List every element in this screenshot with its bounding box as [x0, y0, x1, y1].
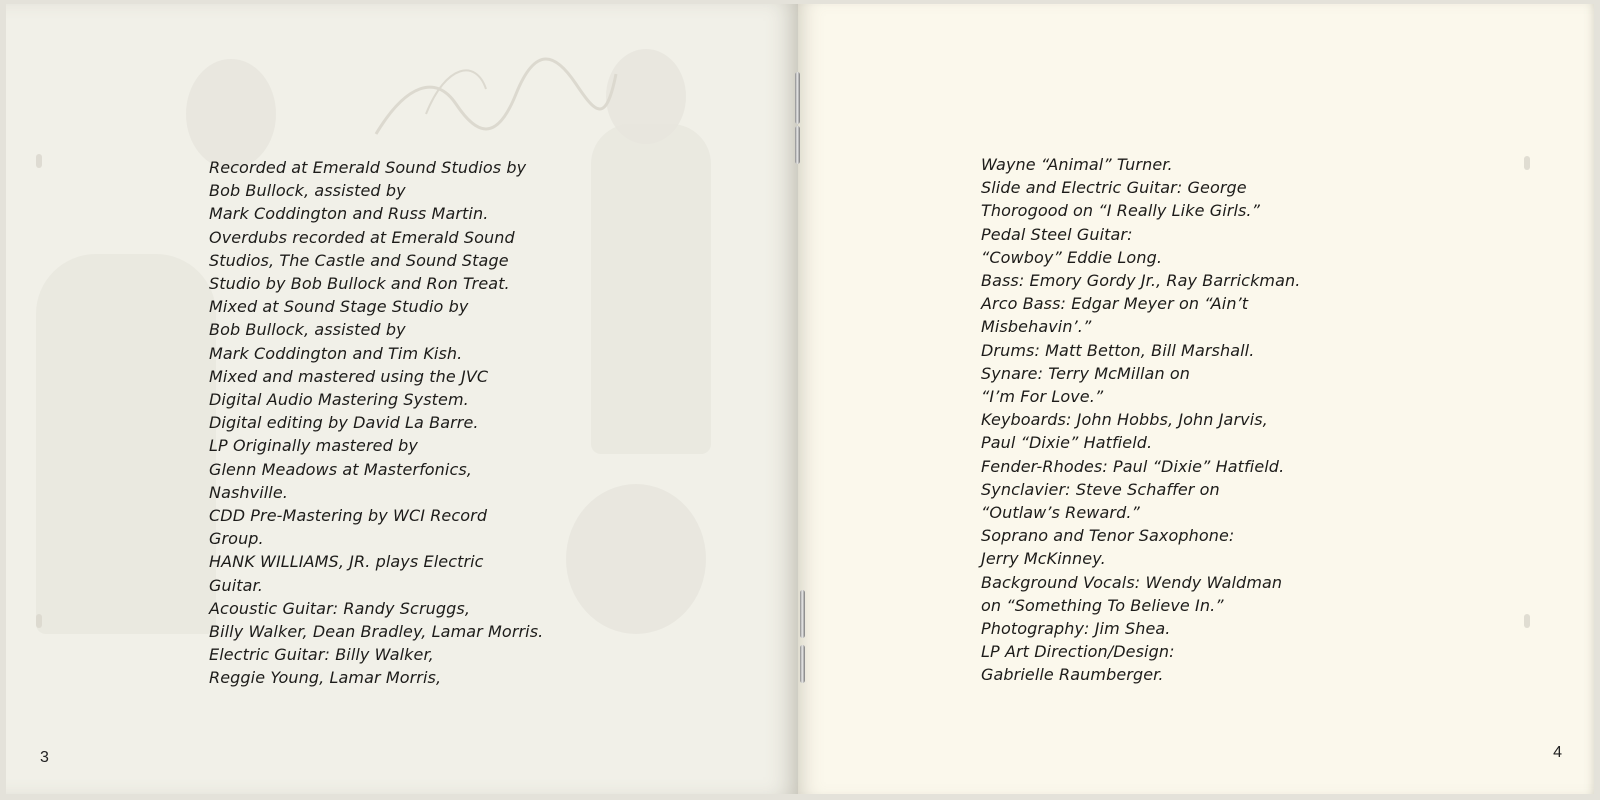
- credit-line: on “Something To Believe In.”: [981, 595, 1224, 615]
- credit-line: Overdubs recorded at Emerald Sound: [209, 227, 515, 247]
- credit-line: Nashville.: [209, 482, 288, 502]
- credit-line: Wayne “Animal” Turner.: [981, 155, 1173, 174]
- credit-line: Recorded at Emerald Sound Studios by: [209, 158, 527, 177]
- credit-line: Mark Coddington and Tim Kish.: [209, 343, 463, 363]
- background-signature-mark: [366, 44, 626, 164]
- page-number-right: 4: [1553, 744, 1562, 761]
- credit-line: Bass: Emory Gordy Jr., Ray Barrickman.: [981, 271, 1301, 291]
- credit-line: Misbehavin’.”: [981, 317, 1092, 337]
- credit-line: Paul “Dixie” Hatfield.: [981, 433, 1153, 453]
- right-credits-list: [981, 153, 1300, 687]
- credit-line: “I’m For Love.”: [981, 387, 1104, 407]
- credit-line: Glenn Meadows at Masterfonics,: [209, 459, 472, 479]
- credit-line: Thorogood on “I Really Like Girls.”: [981, 201, 1260, 221]
- credit-line: Digital editing by David La Barre.: [209, 413, 479, 433]
- credit-line: Soprano and Tenor Saxophone:: [981, 526, 1235, 546]
- background-photo-figure: [566, 484, 706, 634]
- paper-dimple: [1524, 614, 1530, 628]
- credit-line: Mixed and mastered using the JVC: [209, 366, 489, 386]
- credit-line: Gabrielle Raumberger.: [981, 665, 1164, 685]
- credit-line: Mixed at Sound Stage Studio by: [209, 297, 469, 317]
- credit-line: Drums: Matt Betton, Bill Marshall.: [981, 340, 1255, 360]
- credit-line: Synare: Terry McMillan on: [981, 363, 1191, 383]
- credit-line: Digital Audio Mastering System.: [209, 390, 469, 410]
- credit-line: Arco Bass: Edgar Meyer on “Ain’t: [981, 294, 1249, 314]
- background-photo-figure: [36, 254, 216, 634]
- credit-line: Acoustic Guitar: Randy Scruggs,: [209, 598, 471, 618]
- credit-line: Studio by Bob Bullock and Ron Treat.: [209, 274, 510, 294]
- credit-line: CDD Pre-Mastering by WCI Record: [209, 506, 488, 526]
- credit-line: Bob Bullock, assisted by: [209, 181, 406, 201]
- credit-line: Synclavier: Steve Schaffer on: [981, 479, 1220, 499]
- background-photo-figure: [591, 124, 711, 454]
- credit-line: Jerry McKinney.: [981, 549, 1106, 569]
- page-number-left: 3: [40, 749, 49, 766]
- credit-line: Slide and Electric Guitar: George: [981, 178, 1247, 198]
- credit-line: Billy Walker, Dean Bradley, Lamar Morris.: [209, 622, 544, 642]
- credit-line: Bob Bullock, assisted by: [209, 320, 406, 340]
- credit-line: Studios, The Castle and Sound Stage: [209, 250, 509, 270]
- staple: [800, 590, 805, 638]
- staple: [795, 72, 800, 124]
- credit-line: Fender-Rhodes: Paul “Dixie” Hatfield.: [981, 456, 1285, 476]
- credit-line: Group.: [209, 529, 264, 549]
- credit-line: HANK WILLIAMS, JR. plays Electric: [209, 552, 484, 572]
- credit-line: Photography: Jim Shea.: [981, 619, 1171, 639]
- right-page: [798, 4, 1594, 794]
- left-page: [6, 4, 798, 794]
- credit-line: Mark Coddington and Russ Martin.: [209, 204, 489, 224]
- staple: [795, 126, 800, 164]
- credit-line: LP Originally mastered by: [209, 436, 418, 456]
- credit-line: Reggie Young, Lamar Morris,: [209, 668, 442, 688]
- background-photo-figure: [186, 59, 276, 169]
- paper-dimple: [1524, 156, 1530, 170]
- paper-dimple: [36, 154, 42, 168]
- credit-line: Electric Guitar: Billy Walker,: [209, 645, 434, 665]
- credit-line: “Outlaw’s Reward.”: [981, 503, 1140, 523]
- credit-line: LP Art Direction/Design:: [981, 642, 1175, 662]
- credit-line: Guitar.: [209, 575, 263, 595]
- staple: [800, 645, 805, 683]
- credit-line: Background Vocals: Wendy Waldman: [981, 572, 1283, 592]
- credit-line: “Cowboy” Eddie Long.: [981, 247, 1163, 267]
- paper-dimple: [36, 614, 42, 628]
- credit-line: Keyboards: John Hobbs, John Jarvis,: [981, 410, 1268, 430]
- credit-line: Pedal Steel Guitar:: [981, 224, 1133, 244]
- left-credits-list: [209, 156, 543, 690]
